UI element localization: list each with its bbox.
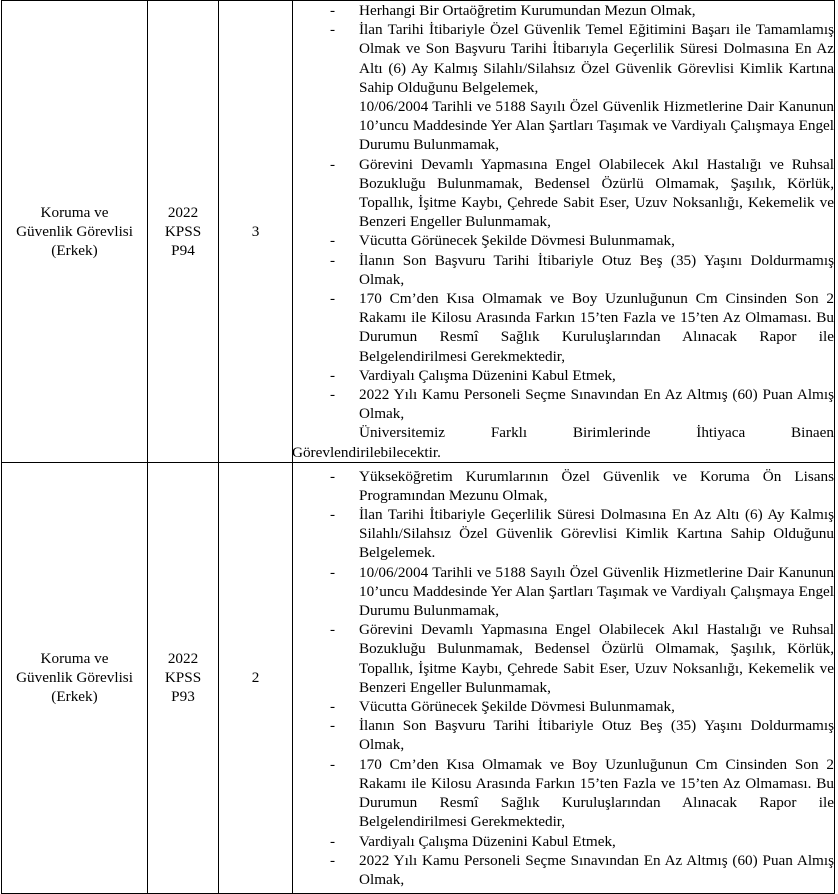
- exam-code-line: P93: [171, 688, 195, 706]
- position-title-cell: [2, 462, 148, 893]
- requirement-item: - 170 Cm’den Kısa Olmamak ve Boy Uzunluğunun Cm Cinsinden Son 2 Rakamı ile Kilosu Arasında Farkın 15’ten Fazla ve 15’ten Az Olmaması. Bu Durumun Resmî Sağlık Kuruluşlarından Alınacak Rapor ile Belgelendirilmesi Gerekmektedir,: [293, 289, 834, 366]
- table-row: [2, 1, 835, 463]
- requirement-item: - 2022 Yılı Kamu Personeli Seçme Sınavından En Az Altmış (60) Puan Almış Olmak,: [293, 851, 834, 889]
- requirement-item: - Herhangi Bir Ortaöğretim Kurumundan Mezun Olmak,: [293, 1, 834, 20]
- table-row: [2, 462, 835, 893]
- requirement-continuation: Görevlendirilebilecektir.: [292, 443, 441, 461]
- job-requirements-table: [1, 0, 835, 894]
- requirements-cell: [293, 462, 835, 893]
- requirement-item: - İlanın Son Başvuru Tarihi İtibariyle Otuz Beş (35) Yaşını Doldurmamış Olmak,: [293, 716, 834, 754]
- position-title-line: Koruma ve: [40, 650, 109, 668]
- requirement-item: - Görevini Devamlı Yapmasına Engel Olabilecek Akıl Hastalığı ve Ruhsal Bozukluğu Bulunmamak, Bedensel Özürlü Olmamak, Şaşılık, Körlük, Topallık, İşitme Kaybı, Çehrede Sabit Eser, Uzuv Noksanlığı, Kekemelik ve Benzeri Engeller Bulunmamak,: [293, 620, 834, 697]
- position-title-cell: [2, 1, 148, 463]
- requirement-item: - 2022 Yılı Kamu Personeli Seçme Sınavından En Az Altmış (60) Puan Almış Olmak,: [293, 385, 834, 423]
- requirements-list: [293, 467, 834, 889]
- exam-code-line: 2022: [167, 203, 199, 221]
- exam-code-cell: [148, 1, 219, 463]
- position-title-line: (Erkek): [51, 242, 98, 260]
- exam-code-cell: [148, 462, 219, 893]
- position-title-line: Güvenlik Görevlisi: [16, 222, 133, 240]
- position-title-line: Koruma ve: [40, 203, 109, 221]
- requirement-item: - 10/06/2004 Tarihli ve 5188 Sayılı Özel Güvenlik Hizmetlerine Dair Kanunun 10’uncu Maddesinde Yer Alan Şartları Taşımak ve Vardiyalı Çalışmaya Engel Durumu Bulunmamak,: [293, 563, 834, 621]
- requirement-item: - Vardiyalı Çalışma Düzenini Kabul Etmek,: [293, 366, 834, 385]
- requirement-item: - İlanın Son Başvuru Tarihi İtibariyle Otuz Beş (35) Yaşını Doldurmamış Olmak,: [293, 251, 834, 289]
- requirement-item: - Vücutta Görünecek Şekilde Dövmesi Bulunmamak,: [293, 231, 834, 250]
- position-count: 3: [251, 222, 260, 240]
- exam-code-line: P94: [171, 242, 195, 260]
- requirement-item: - Görevini Devamlı Yapmasına Engel Olabilecek Akıl Hastalığı ve Ruhsal Bozukluğu Bulunmamak, Bedensel Özürlü Olmamak, Şaşılık, Körlük, Topallık, İşitme Kaybı, Çehrede Sabit Eser, Uzuv Noksanlığı, Kekemelik ve Benzeri Engeller Bulunmamak,: [293, 155, 834, 232]
- requirement-item: - İlan Tarihi İtibariyle Geçerlilik Süresi Dolmasına En Az Altı (6) Ay Kalmış Silahlı/Silahsız Özel Güvenlik Görevlisi Kimlik Kartına Sahip Olduğunu Belgelemek.: [293, 505, 834, 563]
- position-title-line: (Erkek): [51, 688, 98, 706]
- requirement-item: - Vücutta Görünecek Şekilde Dövmesi Bulunmamak,: [293, 697, 834, 716]
- exam-code-line: KPSS: [164, 222, 202, 240]
- exam-code-line: 2022: [167, 650, 199, 668]
- position-count: 2: [251, 669, 260, 687]
- requirements-cell: [293, 1, 835, 463]
- requirement-item: Üniversitemiz Farklı Birimlerinde İhtiyaca Binaen: [359, 424, 834, 442]
- requirement-item: 10/06/2004 Tarihli ve 5188 Sayılı Özel Güvenlik Hizmetlerine Dair Kanunun 10’uncu Maddesinde Yer Alan Şartları Taşımak ve Vardiyalı Çalışmaya Engel Durumu Bulunmamak,: [359, 98, 834, 154]
- requirement-item: - İlan Tarihi İtibariyle Özel Güvenlik Temel Eğitimini Başarı ile Tamamlamış Olmak ve Son Başvuru Tarihi İtibarıyla Geçerlilik Süresi Dolmasına En Az Altı (6) Ay Kalmış Silahlı/Silahsız Özel Güvenlik Görevlisi Kimlik Kartına Sahip Olduğunu Belgelemek,: [293, 20, 834, 97]
- exam-code-line: KPSS: [164, 669, 202, 687]
- requirement-item: - Yükseköğretim Kurumlarının Özel Güvenlik ve Koruma Ön Lisans Programından Mezunu Olmak,: [293, 467, 834, 505]
- requirement-item: - 170 Cm’den Kısa Olmamak ve Boy Uzunluğunun Cm Cinsinden Son 2 Rakamı ile Kilosu Arasında Farkın 15’ten Fazla ve 15’ten Az Olmaması. Bu Durumun Resmî Sağlık Kuruluşlarından Alınacak Rapor ile Belgelendirilmesi Gerekmektedir,: [293, 755, 834, 832]
- position-title-line: Güvenlik Görevlisi: [16, 669, 133, 687]
- requirements-list: [293, 1, 834, 462]
- position-count-cell: [219, 1, 293, 463]
- position-count-cell: [219, 462, 293, 893]
- requirement-item: - Vardiyalı Çalışma Düzenini Kabul Etmek,: [293, 832, 834, 851]
